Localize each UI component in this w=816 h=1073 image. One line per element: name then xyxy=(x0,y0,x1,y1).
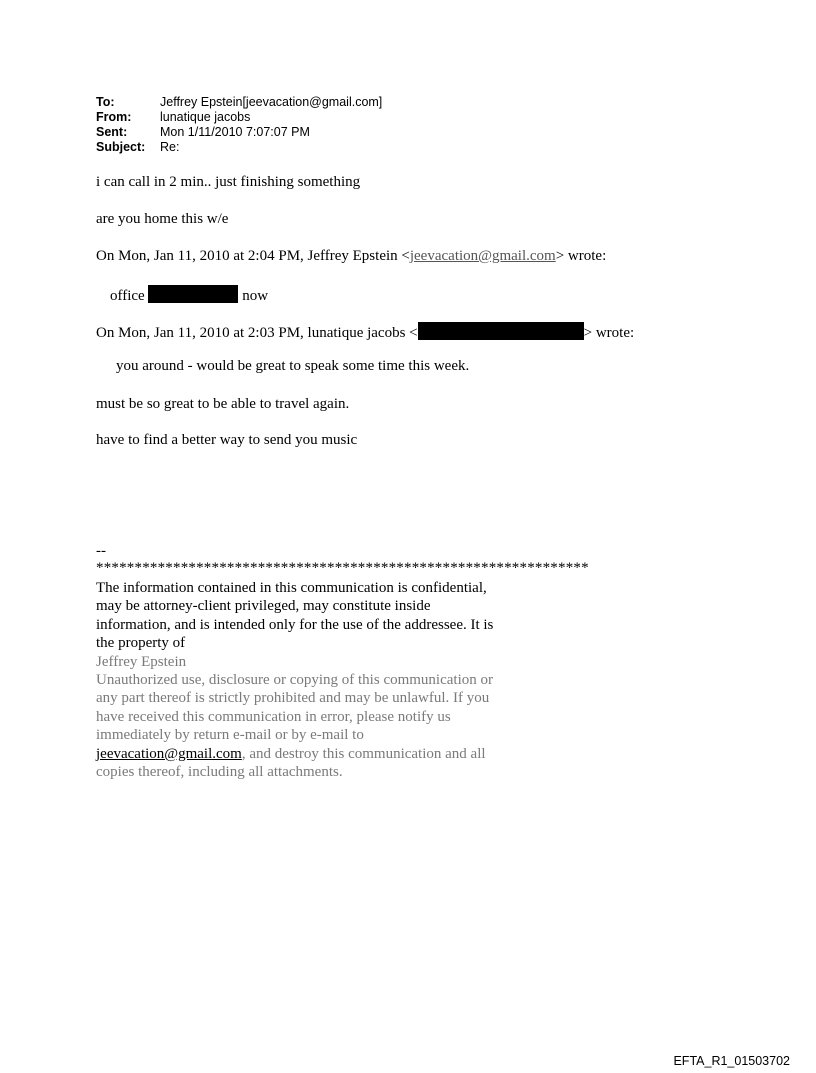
disclaimer-notice: Unauthorized use, disclosure or copying of this communication or any part thereof is strictly prohibited and may be unlawful. If you have received this communication in error, please notify us immediately by return e-mail or by e-mail to xyxy=(96,672,493,744)
signature-separator: -- xyxy=(96,543,106,559)
sent-row xyxy=(96,125,382,140)
sent-value: Mon 1/11/2010 7:07:07 PM xyxy=(160,125,310,139)
subject-label: Subject: xyxy=(96,140,146,154)
quote1-prefix: On Mon, Jan 11, 2010 at 2:04 PM, Jeffrey Epstein < xyxy=(96,248,410,264)
quote-header-1 xyxy=(96,248,606,265)
subject-value: Re: xyxy=(160,140,180,154)
body-line-1: i can call in 2 min.. just finishing something xyxy=(96,174,361,190)
subject-row xyxy=(96,140,382,155)
sent-label: Sent: xyxy=(96,125,128,139)
disclaimer-end: , and destroy this communication and all copies thereof, including all attachments. xyxy=(96,745,486,781)
body-line-5: have to find a better way to send you music xyxy=(96,432,358,448)
to-value: Jeffrey Epstein[jeevacation@gmail.com] xyxy=(160,95,383,109)
body-line-2: are you home this w/e xyxy=(96,211,229,227)
quote1-suffix: > wrote: xyxy=(555,248,607,264)
quote-header-2 xyxy=(96,322,634,342)
office-line xyxy=(110,285,268,305)
quote2-suffix: > wrote: xyxy=(583,325,635,341)
to-label: To: xyxy=(96,95,115,109)
bates-number: EFTA_R1_01503702 xyxy=(673,1054,790,1068)
quote1-email-link[interactable]: jeevacation@gmail.com xyxy=(409,248,556,264)
from-value: lunatique jacobs xyxy=(160,110,251,124)
redaction-box xyxy=(148,285,238,303)
to-row xyxy=(96,95,382,110)
disclaimer-text: The information contained in this communication is confidential, may be attorney-client privileged, may constitute inside information, and is intended only for the use of the addressee. It is the property of xyxy=(96,580,494,652)
signature-stars: **************************************************************** xyxy=(96,560,589,576)
body-line-3: you around - would be great to speak some time this week. xyxy=(116,358,470,374)
redaction-box xyxy=(418,322,584,340)
office-after: now xyxy=(242,288,269,304)
body-line-4: must be so great to be able to travel again. xyxy=(96,396,350,412)
office-before: office xyxy=(110,288,145,304)
from-row xyxy=(96,110,382,125)
confidentiality-disclaimer xyxy=(96,579,496,781)
disclaimer-name: Jeffrey Epstein xyxy=(96,653,187,670)
disclaimer-email-link[interactable]: jeevacation@gmail.com xyxy=(96,745,242,762)
email-header xyxy=(96,95,382,155)
quote2-prefix: On Mon, Jan 11, 2010 at 2:03 PM, lunatique jacobs < xyxy=(96,325,418,341)
from-label: From: xyxy=(96,110,132,124)
